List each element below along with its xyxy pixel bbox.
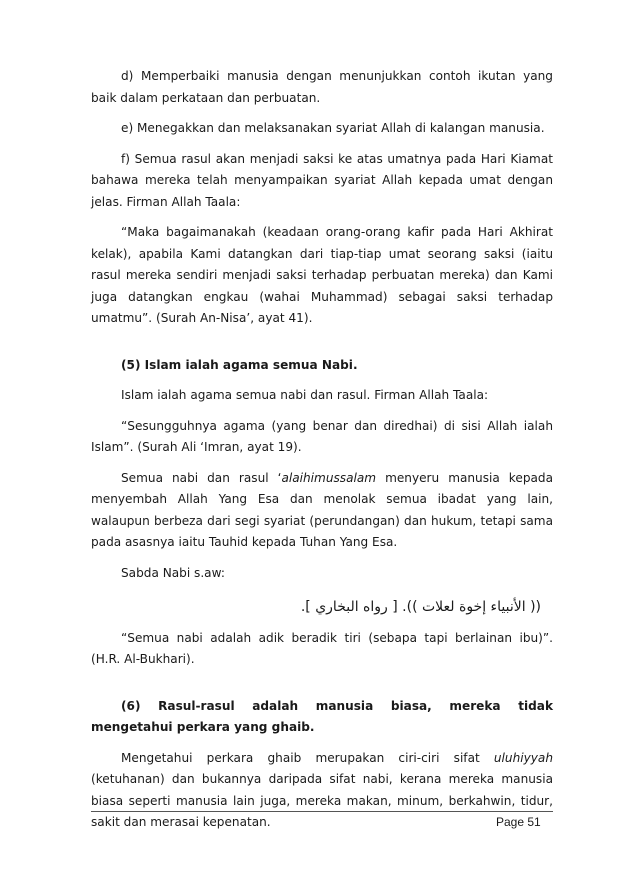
text-run: Semua nabi dan rasul ‘: [121, 470, 282, 485]
paragraph-semua-nabi: [91, 468, 553, 554]
page-label: Page: [496, 815, 525, 829]
paragraph-ghaib: [91, 748, 553, 834]
italic-term: uluhiyyah: [493, 750, 553, 765]
paragraph-islam-agama: Islam ialah agama semua nabi dan rasul. Firman Allah Taala:: [121, 388, 489, 402]
page-body: [91, 66, 553, 834]
paragraph-d: d) Memperbaiki manusia dengan menunjukkan contoh ikutan yang baik dalam perkataan dan perbuatan.: [91, 69, 553, 105]
page-number-value: 51: [527, 815, 541, 829]
text-run: menyeru manusia kepada menyembah Allah Yang Esa dan menolak semua ibadat yang lain, walaupun berbeza dari segi syariat (perundangan) dan hukum, tetapi sama pada asasnya iaitu Tauhid kepada Tuhan Yang Esa.: [91, 470, 553, 549]
arabic-hadith: (( الأنبياء إخوة لعلات )). [ رواه البخاري ].: [300, 599, 541, 615]
hadith-translation: “Semua nabi adalah adik beradik tiri (sebapa tapi berlainan ibu)”. (H.R. Al-Bukhari).: [91, 630, 553, 666]
paragraph-e: e) Menegakkan dan melaksanakan syariat Allah di kalangan manusia.: [121, 121, 545, 135]
footer-divider: [91, 811, 553, 812]
page-number: [496, 815, 556, 829]
section-heading-6: (6) Rasul-rasul adalah manusia biasa, mereka tidak mengetahui perkara yang ghaib.: [91, 698, 553, 734]
paragraph-sabda-nabi: Sabda Nabi s.aw:: [121, 565, 225, 580]
text-run: (ketuhanan) dan bukannya daripada sifat nabi, kerana mereka manusia biasa seperti manusia lain juga, mereka makan, minum, berkahwin, tidur, sakit dan merasai kepenatan.: [91, 772, 553, 829]
paragraph-f: f) Semua rasul akan menjadi saksi ke atas umatnya pada Hari Kiamat bahawa mereka telah menyampaikan syariat Allah kepada umat dengan jelas. Firman Allah Taala:: [91, 151, 553, 209]
section-heading-5: (5) Islam ialah agama semua Nabi.: [121, 357, 358, 372]
quote-ali-imran: “Sesungguhnya agama (yang benar dan diredhai) di sisi Allah ialah Islam”. (Surah Ali ‘Imran, ayat 19).: [91, 418, 553, 454]
quote-an-nisa: “Maka bagaimanakah (keadaan orang-orang kafir pada Hari Akhirat kelak), apabila Kami datangkan dari tiap-tiap umat seorang saksi (iaitu rasul mereka sendiri menjadi saksi terhadap perbuatan mereka) dan Kami juga datangkan engkau (wahai Muhammad) sebagai saksi terhadap umatmu”. (Surah An-Nisa’, ayat 41).: [91, 225, 553, 325]
text-run: Mengetahui perkara ghaib merupakan ciri-ciri sifat: [121, 750, 494, 765]
italic-term: alaihimussalam: [281, 470, 377, 485]
